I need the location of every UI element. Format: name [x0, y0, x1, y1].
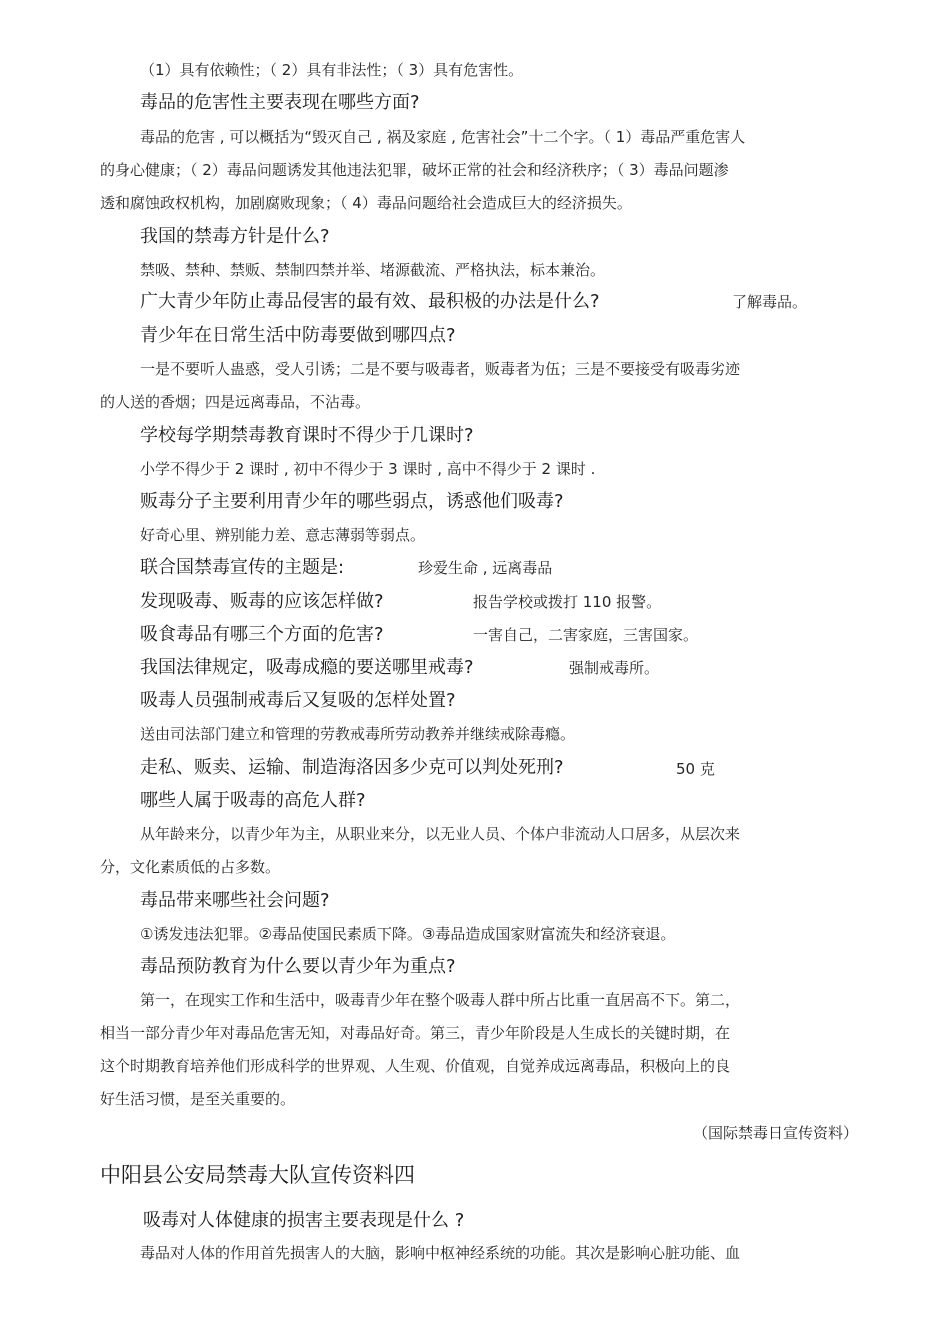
inline-answer: 一害自己，二害家庭，三害国家。 [473, 626, 699, 644]
question-heading: 走私、贩卖、运输、制造海洛因多少克可以判处死刑? [140, 757, 564, 778]
inline-answer: 报告学校或拨打 110 报警。 [473, 593, 662, 611]
question-heading: 发现吸毒、贩毒的应该怎样做? [140, 591, 384, 612]
inline-answer: 珍爱生命 , 远离毒品 [418, 559, 553, 577]
answer-line: 好生活习惯，是至关重要的。 [100, 1090, 296, 1108]
answer-line: 透和腐蚀政权机构，加剧腐败现象；（ 4）毒品问题给社会造成巨大的经济损失。 [100, 194, 632, 212]
inline-answer: 50 克 [676, 760, 715, 778]
answer-line: 小学不得少于 2 课时 , 初中不得少于 3 课时 , 高中不得少于 2 课时 . [140, 460, 596, 478]
question-heading: 青少年在日常生活中防毒要做到哪四点? [140, 325, 456, 346]
question-heading: 联合国禁毒宣传的主题是: [140, 557, 345, 578]
question-heading: 吸毒人员强制戒毒后又复吸的怎样处置? [140, 690, 456, 711]
inline-answer: 了解毒品。 [732, 293, 808, 311]
question-heading: 学校每学期禁毒教育课时不得少于几课时? [140, 425, 474, 446]
answer-line: 好奇心里、辨别能力差、意志薄弱等弱点。 [140, 526, 426, 544]
source-note: （国际禁毒日宣传资料） [692, 1124, 858, 1142]
answer-line: 禁吸、禁种、禁贩、禁制四禁并举、堵源截流、严格执法，标本兼治。 [140, 261, 606, 279]
section-title: 中阳县公安局禁毒大队宣传资料四 [100, 1163, 415, 1187]
question-heading: 吸毒对人体健康的损害主要表现是什么 ? [143, 1210, 465, 1231]
question-heading: 毒品预防教育为什么要以青少年为重点? [140, 956, 456, 977]
question-heading: 我国的禁毒方针是什么? [140, 226, 330, 247]
inline-answer: 强制戒毒所。 [569, 659, 660, 677]
answer-line: 毒品的危害 , 可以概括为“毁灭自己 , 祸及家庭 , 危害社会”十二个字。（ 1）毒品严重危害人 [140, 128, 746, 146]
answer-line: 从年龄来分，以青少年为主，从职业来分，以无业人员、个体户非流动人口居多，从层次来 [140, 825, 741, 843]
question-heading: 吸食毒品有哪三个方面的危害? [140, 624, 384, 645]
answer-line: （1）具有依赖性；（ 2）具有非法性；（ 3）具有危害性。 [140, 61, 524, 79]
answer-line: 的身心健康；（ 2）毒品问题诱发其他违法犯罪，破坏正常的社会和经济秩序；（ 3）毒品问题渗 [100, 161, 729, 179]
question-heading: 毒品的危害性主要表现在哪些方面? [140, 92, 420, 113]
question-heading: 贩毒分子主要利用青少年的哪些弱点，诱惑他们吸毒? [140, 491, 564, 512]
question-heading: 广大青少年防止毒品侵害的最有效、最积极的办法是什么? [140, 291, 600, 312]
answer-line: 一是不要听人蛊惑，受人引诱；二是不要与吸毒者，贩毒者为伍；三是不要接受有吸毒劣迹 [140, 360, 741, 378]
answer-line: 这个时期教育培养他们形成科学的世界观、人生观、价值观，自觉养成远离毒品，积极向上的良 [100, 1057, 731, 1075]
answer-line: 的人送的香烟；四是远离毒品，不沾毒。 [100, 393, 371, 411]
question-heading: 我国法律规定，吸毒成瘾的要送哪里戒毒? [140, 657, 474, 678]
answer-line: 送由司法部门建立和管理的劳教戒毒所劳动教养并继续戒除毒瘾。 [140, 725, 576, 743]
answer-line: ①诱发违法犯罪。②毒品使国民素质下降。③毒品造成国家财富流失和经济衰退。 [140, 925, 676, 943]
answer-line: 分，文化素质低的占多数。 [100, 858, 281, 876]
question-heading: 毒品带来哪些社会问题? [140, 890, 330, 911]
answer-line: 第一，在现实工作和生活中，吸毒青少年在整个吸毒人群中所占比重一直居高不下。第二， [140, 991, 741, 1009]
answer-line: 毒品对人体的作用首先损害人的大脑，影响中枢神经系统的功能。其次是影响心脏功能、血 [140, 1244, 741, 1262]
question-heading: 哪些人属于吸毒的高危人群? [140, 790, 366, 811]
answer-line: 相当一部分青少年对毒品危害无知，对毒品好奇。第三，青少年阶段是人生成长的关键时期，在 [100, 1024, 731, 1042]
